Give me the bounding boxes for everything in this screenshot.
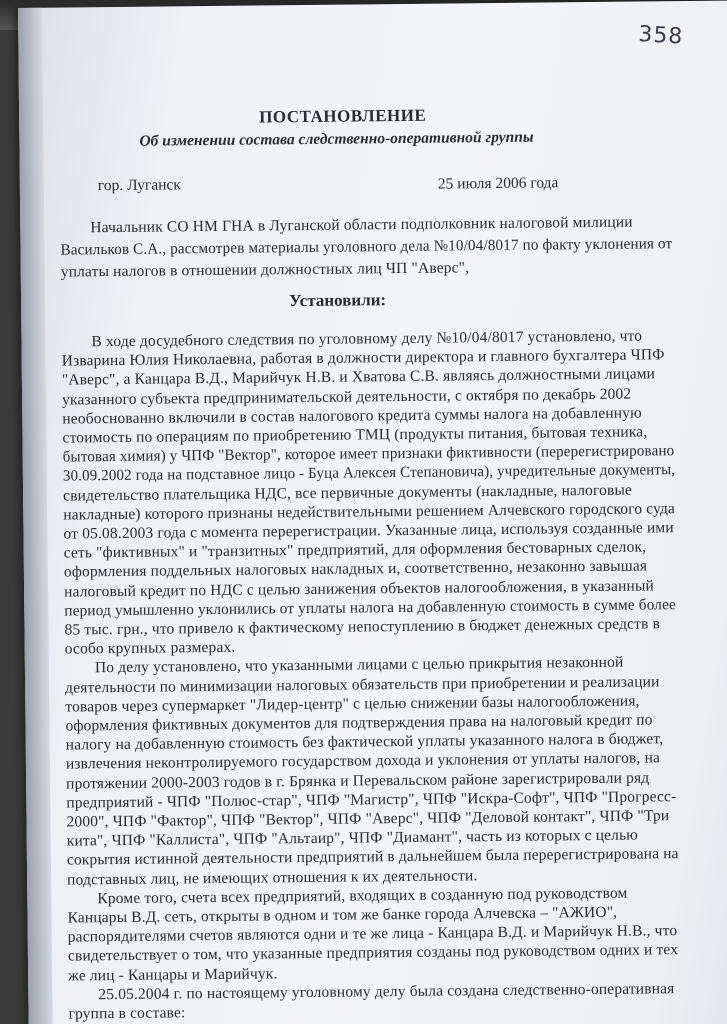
body-line: 30.09.2002 года на подставное лицо - Буца Алексея Степановича), учредительные документы, <box>62 461 676 485</box>
binding-gutter <box>18 8 53 1024</box>
body-line: налоговый кредит по НДС с целью занижения объектов налогообложения, в указанный <box>64 576 655 601</box>
body-line: необоснованно включили в состав налогового кредита суммы налога на добавленную <box>62 404 642 428</box>
body-line: кита", ЧПФ "Каллиста", ЧПФ "Альтаир", ЧПФ "Диамант", часть из которых с целью <box>66 826 639 850</box>
body-line: свидетельствует о том, что указанные предприятия созданы под руководством одних и тех <box>67 941 679 965</box>
body-line: же лиц - Канцары и Марийчук. <box>68 964 278 985</box>
body-line: оформления фиктивных документов для подтверждения права на налоговый кредит по <box>65 711 653 735</box>
body-line: распорядителями счетов являются одни и те же лица - Канцара В.Д. и Марийчук Н.В., что <box>67 922 678 946</box>
body-line: 85 тыс. грн., что привело к фактическому непоступлению в бюджет денежных средств в <box>64 615 661 639</box>
body-line: группа в составе: <box>68 1004 186 1023</box>
body-line: сокрытия истинной деятельности предприятий в дальнейшем была перерегистрирована на <box>66 845 679 869</box>
page-number: 358 <box>637 21 685 50</box>
body-line: от 05.08.2003 года с момента перерегистрации. Указанные лица, используя созданные ими <box>63 519 674 543</box>
section-heading: Установили: <box>288 290 387 311</box>
body-line: предприятий - ЧПФ "Полюс-стар", ЧПФ "Магистр", ЧПФ "Искра-Софт", ЧПФ "Прогресс- <box>66 787 677 812</box>
document-city: гор. Луганск <box>97 176 181 195</box>
body-line: "Аверс", а Канцара В.Д., Марийчук Н.В. и Хватова С.В. являясь должностными лицами <box>61 365 656 389</box>
preamble-line: уплаты налогов в отношении должностных лиц ЧП "Аверс", <box>60 259 470 281</box>
body-line: 2000", ЧПФ "Фактор", ЧПФ "Вектор", ЧПФ "Аверс", ЧПФ "Деловой контакт", ЧПФ "Три <box>66 807 670 831</box>
document-title: ПОСТАНОВЛЕНИЕ <box>259 105 427 127</box>
body-line: накладные) которого признаны недействительными решением Алчевского городского суда <box>63 499 676 524</box>
preamble-line: Начальник СО НМ ГНА в Луганской области подполковник налоговой милиции <box>90 213 633 237</box>
preamble-line: Васильков С.А., рассмотрев материалы уголовного дела №10/04/8017 по факту уклонения от <box>60 235 673 259</box>
body-line: извлечения неконтролируемого государством дохода и уклонения от уплаты налогов, на <box>65 749 661 773</box>
body-line: Канцары В.Д. сеть, открыты в одном и том же банке города Алчевска – "АЖИО", <box>67 903 618 927</box>
document-date: 25 июля 2006 года <box>437 174 559 193</box>
body-line: оформления поддельных налоговых накладных и, соответственно, незаконно завышая <box>63 557 648 581</box>
body-line: указанного субъекта предпринимательской деятельности, с октября по декабрь 2002 <box>62 385 632 409</box>
body-line: период умышленно уклонились от уплаты налога на добавленную стоимость в сумме более <box>64 595 677 620</box>
document-subtitle: Об изменении состава следственно-оперативной группы <box>139 128 534 150</box>
document-page <box>18 0 727 1024</box>
body-line: Изварина Юлия Николаевна, работая в должности директора и главного бухгалтера ЧПФ <box>61 346 665 370</box>
body-line: деятельности по минимизации налоговых обязательств при приобретении и реализации <box>65 672 660 697</box>
body-line: подставных лиц, не имеющих отношения к их деятельности. <box>67 866 478 889</box>
body-line: протяжении 2000-2003 годов в г. Брянка и Перевальском районе зарегистрировали ряд <box>66 769 650 793</box>
body-line: сеть "фиктивных" и "транзитных" предприятий, для оформления бестоварных сделок, <box>63 538 647 562</box>
body-line: свидетельство плательщика НДС, все первичные документы (накладные, налоговые <box>63 481 633 505</box>
body-line: товаров через супермаркет "Лидер-центр" с целью снижении базы налогообложения, <box>65 692 640 716</box>
body-line: Кроме того, счета всех предприятий, входящих в созданную под руководством <box>97 884 628 908</box>
body-line: особо крупных размерах. <box>64 638 236 658</box>
body-line: налогу на добавленную стоимость без фактической уплаты указанного налога в бюджет, <box>65 730 664 754</box>
body-line: стоимость по операциям по приобретению ТМЦ (продукты питания, бытовая техника, <box>62 423 648 447</box>
body-line: По делу установлено, что указанными лицами с целью прикрытия незаконной <box>94 654 624 677</box>
body-line: 25.05.2004 г. по настоящему уголовному делу была создана следственно-оперативная <box>98 979 675 1004</box>
body-line: бытовая химия) у ЧПФ "Вектор", которое имеет признаки фиктивности (перерегистрировано <box>62 442 675 466</box>
body-line: В ходе досудебного следствия по уголовному делу №10/04/8017 установлено, что <box>91 327 643 351</box>
